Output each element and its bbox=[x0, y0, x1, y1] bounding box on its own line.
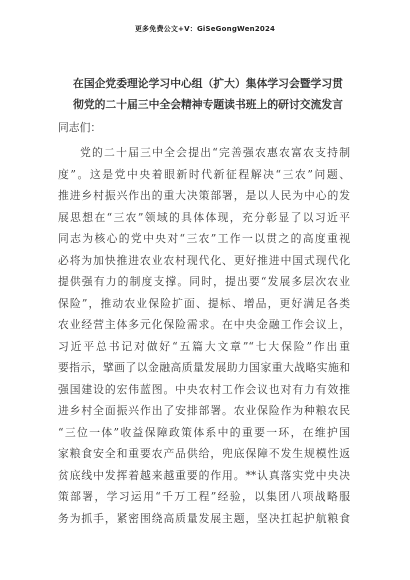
body-line: 强国建设的宏伟蓝图。中央农村工作会议也对有力有效推 bbox=[58, 382, 350, 396]
body-line: 家粮食安全和重要农产品供给，兜底保障不发生规模性返 bbox=[58, 447, 350, 460]
body-line: 要指示，擘画了以金融高质量发展助力国家重大战略实施和 bbox=[58, 361, 350, 374]
body-line: 必将为加快推进农业农村现代化、更好推进中国式现代化 bbox=[58, 253, 350, 267]
body-line: 进乡村全面振兴作出了安排部署。农业保险作为种粮农民 bbox=[58, 404, 350, 417]
greeting: 同志们： bbox=[58, 121, 102, 134]
body-line: 务为抓手，紧密围绕高质量发展主题，坚决扛起护航粮食 bbox=[58, 511, 350, 525]
page-header-text: 更多免费公文+V：GiSeGongWen2024 bbox=[134, 25, 276, 33]
body-line: 农业经营主体多元化保险需求。在中央金融工作会议上， bbox=[58, 318, 350, 331]
body-line: “三位一体”收益保障政策体系中的重要一环，在维护国 bbox=[58, 425, 350, 439]
body-line: 提供强有力的制度支撑。同时，提出要“发展多层次农业 bbox=[58, 275, 350, 288]
body-line: 度”。这是党中央着眼新时代新征程解决“三农”问题、 bbox=[58, 167, 350, 181]
body-line: 党的二十届三中全会提出“完善强农惠农富农支持制 bbox=[80, 146, 350, 159]
body-line: 策部署，学习运用“千万工程”经验，以集团八项战略服 bbox=[58, 490, 350, 503]
document-title bbox=[58, 73, 358, 115]
body-line: 习近平总书记对做好“五篇大文章”“七大保险”作出重 bbox=[58, 339, 350, 353]
body-line: 同志为核心的党中央对“三农”工作一以贯之的高度重视 bbox=[58, 232, 350, 245]
body-line: 保险”，推动农业保险扩面、提标、增品，更好满足各类 bbox=[58, 296, 350, 310]
body-line: 贫底线中发挥着越来越重要的作用。**认真落实党中央决 bbox=[58, 468, 350, 482]
title-line-2: 彻党的二十届三中全会精神专题读书班上的研讨交流发言 bbox=[73, 98, 343, 111]
document-body bbox=[58, 142, 350, 529]
title-line-1: 在国企党委理论学习中心组（扩大）集体学习会暨学习贯 bbox=[73, 77, 343, 90]
body-line: 展思想在“三农”领域的具体体现，充分彰显了以习近平 bbox=[58, 210, 350, 224]
body-line: 推进乡村振兴作出的重大决策部署，是以人民为中心的发 bbox=[58, 189, 350, 202]
